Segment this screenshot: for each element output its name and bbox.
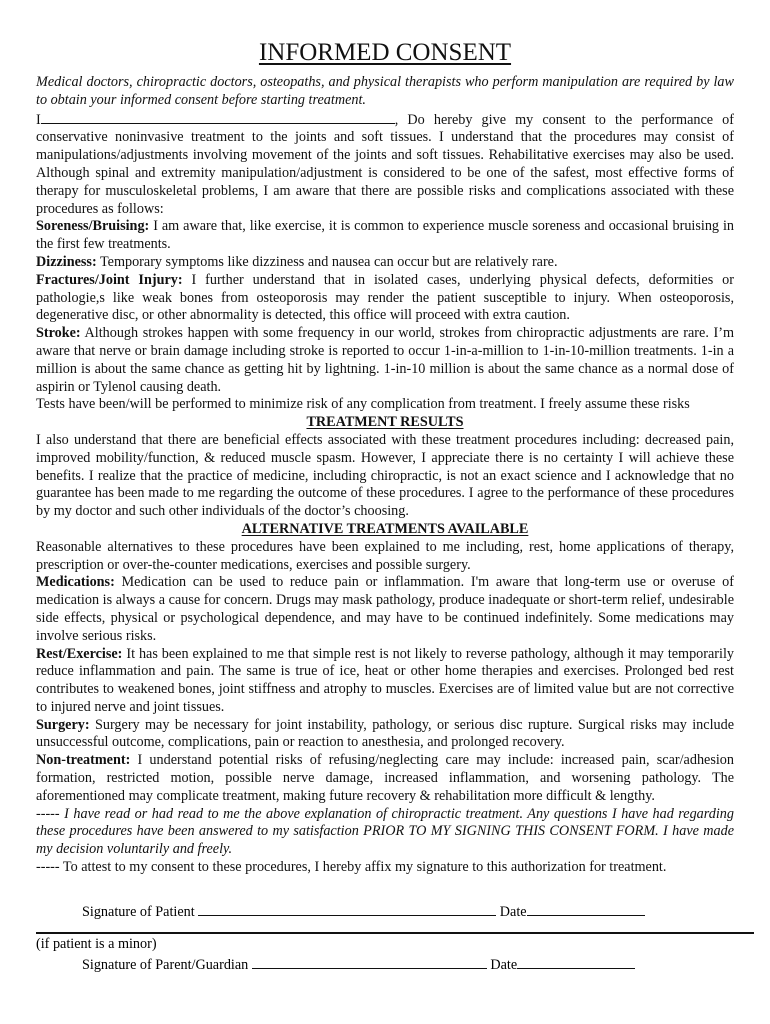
attest-paragraph: ----- To attest to my consent to these procedures, I hereby affix my signature to this authorization for treatment. (36, 859, 667, 876)
alt-rest-exercise (36, 646, 734, 717)
alternatives-intro: Reasonable alternatives to these procedures have been explained to me including, rest, home applications of therapy, prescription or over-the-counter medications, exercises and possible surgery. (36, 538, 734, 573)
alt-label: Medications: (36, 574, 115, 591)
page-title: INFORMED CONSENT (258, 39, 512, 66)
alt-text: Surgery may be necessary for joint instability, pathology, or serious disc rupture. Surgical risks may include unsuccessful outcome, complications, pain or reaction to anesthesia, and prolonged recovery. (36, 716, 734, 751)
alt-surgery (36, 717, 734, 753)
guardian-signature-label: Signature of Parent/Guardian (82, 957, 249, 973)
risk-fractures (36, 272, 734, 325)
risk-stroke (36, 325, 734, 396)
divider-rule (36, 932, 754, 934)
risk-text: Temporary symptoms like dizziness and nausea can occur but are relatively rare. (96, 253, 558, 270)
patient-date-label: Date (499, 904, 527, 920)
risk-label: Soreness/Bruising: (36, 218, 150, 235)
treatment-results-heading: TREATMENT RESULTS (306, 414, 464, 431)
alt-text: It has been explained to me that simple rest is not likely to reverse pathology, although it may temporarily reduce inflammation and pain. The same is true of ice, heat or other home therapies and exercises. Prolonged bed rest contributes to weakened bones, joint stiffness and atrophy to muscles. Exercises are of limited value but are not corrective to injured nerve and joint tissues. (36, 645, 734, 715)
tests-paragraph: Tests have been/will be performed to minimize risk of any complication from treatment. I freely assume these risks (36, 396, 690, 413)
risk-text: I am aware that, like exercise, it is common to experience muscle soreness and occasional bruising in the first few treatments. (36, 218, 734, 253)
intro-paragraph: Medical doctors, chiropractic doctors, osteopaths, and physical therapists who perform manipulation are required by law to obtain your informed consent before starting treatment. (36, 74, 734, 108)
consent-body (36, 74, 734, 877)
risk-label: Dizziness: (36, 253, 97, 270)
patient-signature-row (82, 902, 645, 921)
risk-label: Stroke: (36, 325, 81, 342)
alt-non-treatment (36, 752, 734, 805)
alt-medications (36, 574, 734, 645)
minor-note: (if patient is a minor) (36, 936, 157, 952)
acknowledgement-paragraph: ----- I have read or had read to me the above explanation of chiropractic treatment. Any questions I have had regarding these procedures have been answered to my satisfaction PRIOR TO MY SIGNING THIS CONSENT FORM. I have made my decision voluntarily and freely. (36, 805, 734, 858)
alt-text: I understand potential risks of refusing/neglecting care may include: increased pain, scar/adhesion formation, restricted motion, possible nerve damage, increased inflammation, and worsening pathology. The aforementioned may complicate treatment, making future recovery & rehabilitation more difficult & lengthy. (36, 752, 734, 804)
risk-soreness (36, 218, 734, 254)
guardian-signature-row (82, 955, 635, 974)
consent-text: , Do hereby give my consent to the performance of conservative noninvasive treatment to the joints and soft tissues. I understand that the procedures may consist of manipulations/adjustments involving movement of the joints and soft tissues. Rehabilitative exercises may also be used. Although spinal and extremity manipulation/adjustment is considered to be one of the safest, most effective forms of therapy for musculoskeletal problems, I am aware that there are possible risks and complications associated with these procedures as follows: (36, 111, 734, 217)
consent-paragraph (36, 110, 734, 219)
patient-date-field[interactable] (527, 902, 645, 916)
risk-text: I further understand that in isolated cases, underlying physical defects, deformities or pathologie,s like weak bones from osteoporosis may render the patient susceptible to injury. When osteoporosis, degenerative disc, or other abnormality is detected, this office will proceed with extra caution. (36, 271, 734, 324)
risk-label: Fractures/Joint Injury: (36, 271, 183, 288)
alt-label: Non-treatment: (36, 752, 131, 769)
alt-label: Surgery: (36, 716, 90, 733)
consent-prefix: I (36, 111, 41, 128)
patient-name-field[interactable] (41, 110, 395, 124)
guardian-date-field[interactable] (517, 955, 635, 969)
alt-text: Medication can be used to reduce pain or inflammation. I'm aware that long-term use or overuse of medication is always a cause for concern. Drugs may mask pathology, produce inadequate or short-term relief, undesirable side effects, physical or psychological dependence, and may have to be continued indefinitely. Some medications may involve serious risks. (36, 574, 734, 644)
alternatives-heading: ALTERNATIVE TREATMENTS AVAILABLE (241, 520, 529, 537)
risk-text: Although strokes happen with some frequency in our world, strokes from chiropractic adjustments are rare. I’m aware that nerve or brain damage including stroke is reported to occur 1-in-a-million to 1-in-10-million treatments. 1-in a million is about the same chance as getting hit by lightning. 1-in-10 million is about the same chance as a normal dose of aspirin or Tylenol causing death. (36, 325, 734, 395)
guardian-date-label: Date (490, 957, 518, 973)
patient-signature-label: Signature of Patient (82, 904, 195, 920)
alt-label: Rest/Exercise: (36, 645, 123, 662)
patient-signature-field[interactable] (198, 902, 496, 916)
treatment-results-paragraph: I also understand that there are beneficial effects associated with these treatment procedures including: decreased pain, improved mobility/function, & reduced muscle spasm. However, I appreciate there is no certainty I will achieve these benefits. I realize that the practice of medicine, including chiropractic, is not an exact science and I acknowledge that no guarantee has been made to me regarding the outcome of these procedures. I agree to the performance of these procedures by my doctor and such other individuals of the doctor’s choosing. (36, 431, 734, 520)
risk-dizziness (36, 254, 734, 272)
guardian-signature-field[interactable] (252, 955, 487, 969)
